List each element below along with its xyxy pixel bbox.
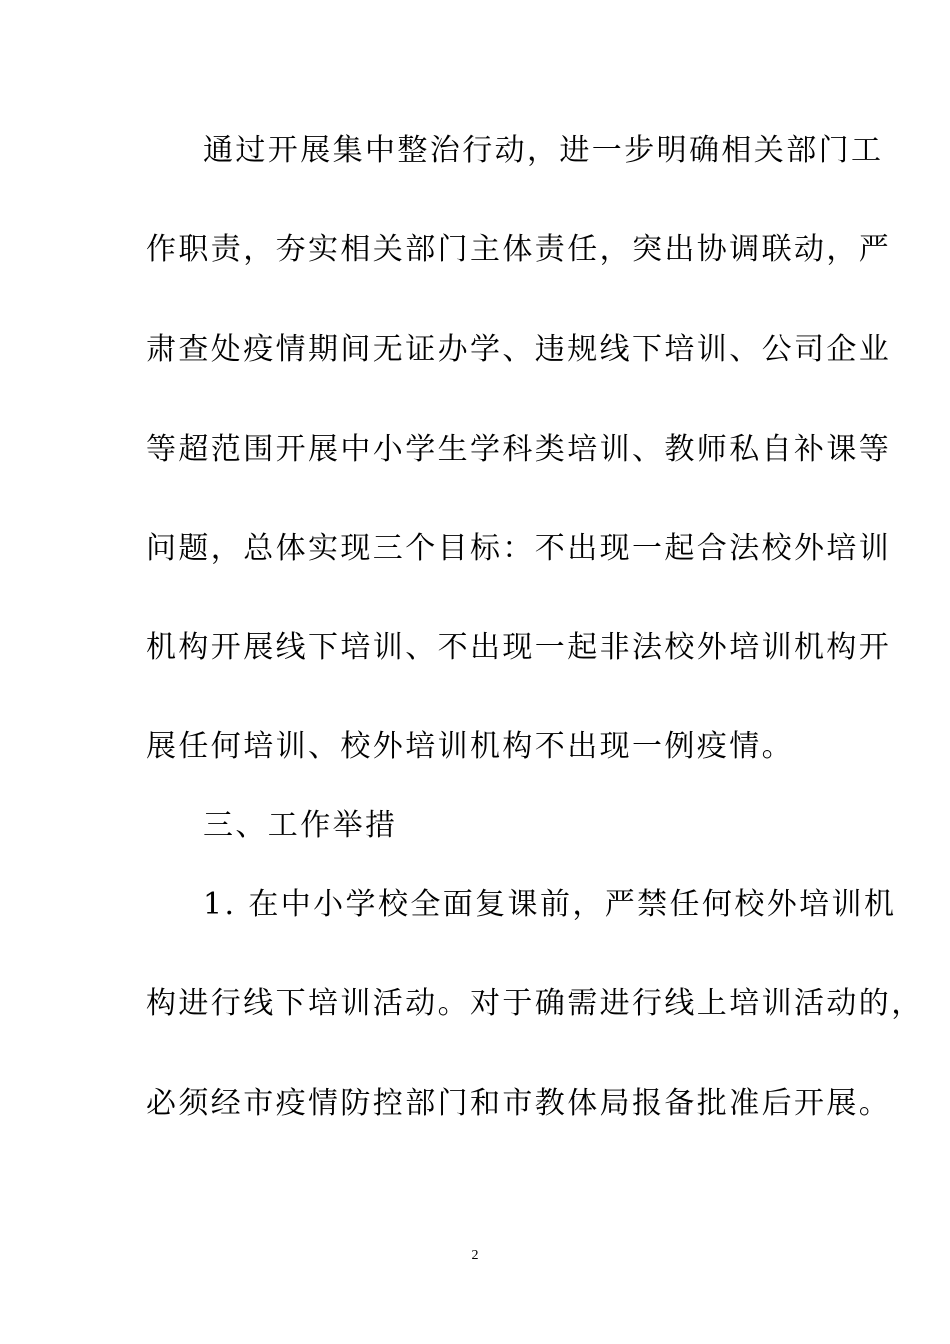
section-heading: 三、工作举措: [203, 808, 398, 843]
numbered-item-line: 1. 在中小学校全面复课前，严禁任何校外培训机: [203, 887, 897, 922]
paragraph-line: 等超范围开展中小学生学科类培训、教师私自补课等: [146, 432, 892, 467]
paragraph-line: 作职责，夯实相关部门主体责任，突出协调联动，严: [146, 232, 892, 267]
paragraph-line: 构进行线下培训活动。对于确需进行线上培训活动的，: [146, 986, 924, 1021]
paragraph-line: 机构开展线下培训、不出现一起非法校外培训机构开: [146, 630, 892, 665]
paragraph-line: 问题，总体实现三个目标：不出现一起合法校外培训: [146, 531, 892, 566]
paragraph-line: 肃查处疫情期间无证办学、违规线下培训、公司企业: [146, 332, 892, 367]
paragraph-line: 展任何培训、校外培训机构不出现一例疫情。: [146, 729, 794, 764]
paragraph-line: 通过开展集中整治行动，进一步明确相关部门工: [203, 133, 884, 168]
paragraph-line: 必须经市疫情防控部门和市教体局报备批准后开展。: [146, 1086, 892, 1121]
page-number: 2: [471, 1248, 479, 1263]
